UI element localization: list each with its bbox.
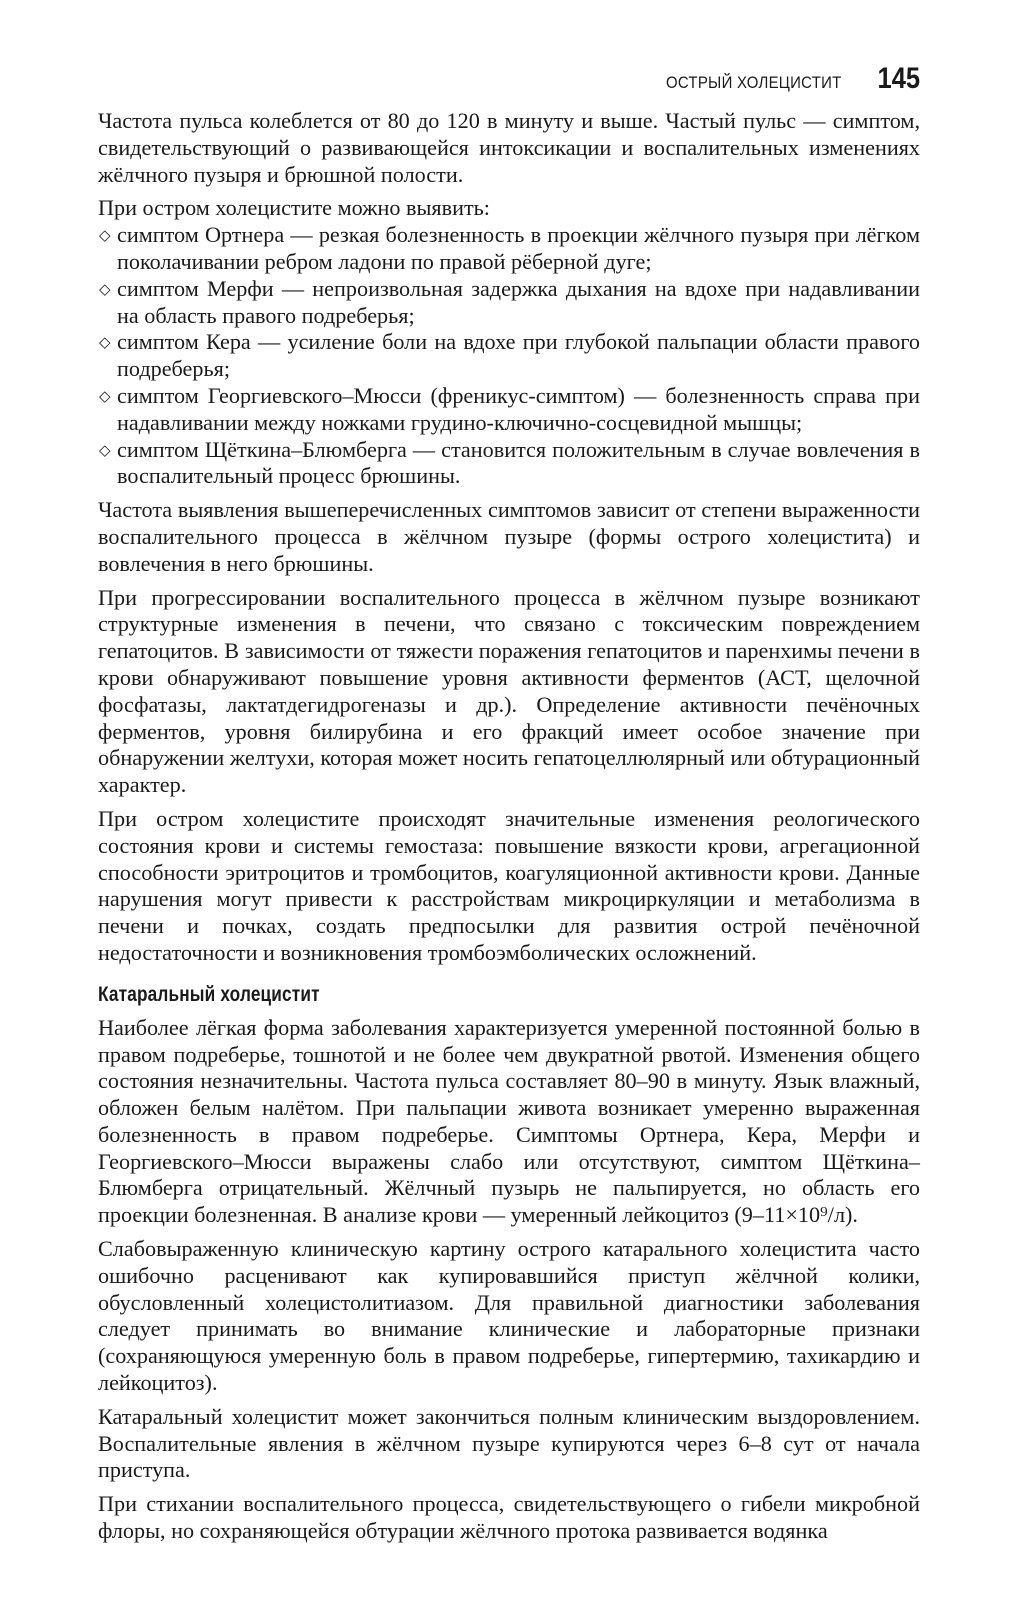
list-item-text: симптом Щёткина–Блюмберга — становится положительным в случае вовлечения в воспалительный процесс брюшины. xyxy=(117,436,920,489)
running-title: ОСТРЫЙ ХОЛЕЦИСТИТ xyxy=(666,73,842,92)
page-number: 145 xyxy=(877,62,920,95)
section-heading: Катаральный холецистит xyxy=(98,982,320,1006)
paragraph-symptoms-intro: При остром холецистите можно выявить: xyxy=(98,195,490,221)
diamond-bullet-icon: ◇ xyxy=(99,335,111,352)
symptom-list xyxy=(98,222,920,490)
diamond-bullet-icon: ◇ xyxy=(99,388,111,405)
list-item-text: симптом Георгиевского–Мюсси (френикус-симптом) — болезненность справа при надавливании между ножками грудино-ключично-сосцевидной мышцы; xyxy=(117,382,920,435)
list-item xyxy=(98,383,920,437)
diamond-bullet-icon: ◇ xyxy=(99,442,111,459)
list-item-text: симптом Мерфи — непроизвольная задержка дыхания на вдохе при надавливании на область правого подреберья; xyxy=(117,275,920,328)
running-header xyxy=(98,62,920,104)
book-page xyxy=(98,62,920,1545)
paragraph-catarrhal-outcome: Катаральный холецистит может закончиться полным клиническим выздоровлением. Воспалительные явления в жёлчном пузыре купируются через 6–8 сут от начала приступа. xyxy=(98,1403,920,1483)
list-item xyxy=(98,276,920,330)
list-item xyxy=(98,329,920,383)
paragraph-pulse: Частота пульса колеблется от 80 до 120 в минуту и выше. Частый пульс — симптом, свидетельствующий о развивающейся интоксикации и воспалительных изменениях жёлчного пузыря и брюшной полости. xyxy=(98,108,920,187)
paragraph-catarrhal-description: Наиболее лёгкая форма заболевания характеризуется умеренной постоянной болью в правом подреберье, тошнотой и не более чем двукратной рвотой. Изменения общего состояния незначительны. Частота пульса составляет 80–90 в минуту. Язык влажный, обложен белым налётом. При пальпации живота возникает умеренно выраженная болезненность в правом подреберье. Симптомы Ортнера, Кера, Мерфи и Георгиевского–Мюсси выражены слабо или отсутствуют, симптом Щёткина–Блюмберга отрицательный. Жёлчный пузырь не пальпируется, но область его проекции болезненная. В анализе крови — умеренный лейкоцитоз (9–11×10⁹/л). xyxy=(98,1014,920,1228)
paragraph-liver-changes: При прогрессировании воспалительного процесса в жёлчном пузыре возникают структурные изменения в печени, что связано с токсическим повреждением гепатоцитов. В зависимости от тяжести поражения гепатоцитов и паренхимы печени в крови обнаруживают повышение уровня активности ферментов (АСТ, щелочной фосфатазы, лактатдегидрогеназы и др.). Определение активности печёночных ферментов, уровня билирубина и его фракций имеет особое значение при обнаружении желтухи, которая может носить гепатоцеллюлярный или обтурационный характер. xyxy=(98,584,920,798)
diamond-bullet-icon: ◇ xyxy=(99,281,111,298)
paragraph-rheology: При остром холецистите происходят значительные изменения реологического состояния крови и системы гемостаза: повышение вязкости крови, агрегационной способности эритроцитов и тромбоцитов, коагуляционной активности крови. Данные нарушения могут привести к расстройствам микроциркуляции и метаболизма в печени и почках, создать предпосылки для развития острой печёночной недостаточности и возникновения тромбоэмболических осложнений. xyxy=(98,805,920,965)
list-item-text: симптом Кера — усиление боли на вдохе при глубокой пальпации области правого подреберья; xyxy=(117,329,920,382)
paragraph-catarrhal-diagnosis: Слабовыраженную клиническую картину острого катарального холецистита часто ошибочно расценивают как купировавшийся приступ жёлчной колики, обусловленный холецистолитиазом. Для правильной диагностики заболевания следует принимать во внимание клинические и лабораторные признаки (сохраняющуюся умеренную боль в правом подреберье, гипертермию, тахикардию и лейкоцитоз). xyxy=(98,1236,920,1396)
list-item xyxy=(98,437,920,491)
paragraph-frequency: Частота выявления вышеперечисленных симптомов зависит от степени выраженности воспалительного процесса в жёлчном пузыре (формы острого холецистита) и вовлечения в него брюшины. xyxy=(98,497,920,576)
paragraph-hydrops: При стихании воспалительного процесса, свидетельствующего о гибели микробной флоры, но сохраняющейся обтурации жёлчного протока развивается водянка xyxy=(98,1491,920,1544)
list-item-text: симптом Ортнера — резкая болезненность в проекции жёлчного пузыря при лёгком поколачивании ребром ладони по правой рёберной дуге; xyxy=(117,222,920,274)
diamond-bullet-icon: ◇ xyxy=(99,228,111,245)
list-item xyxy=(98,222,920,276)
